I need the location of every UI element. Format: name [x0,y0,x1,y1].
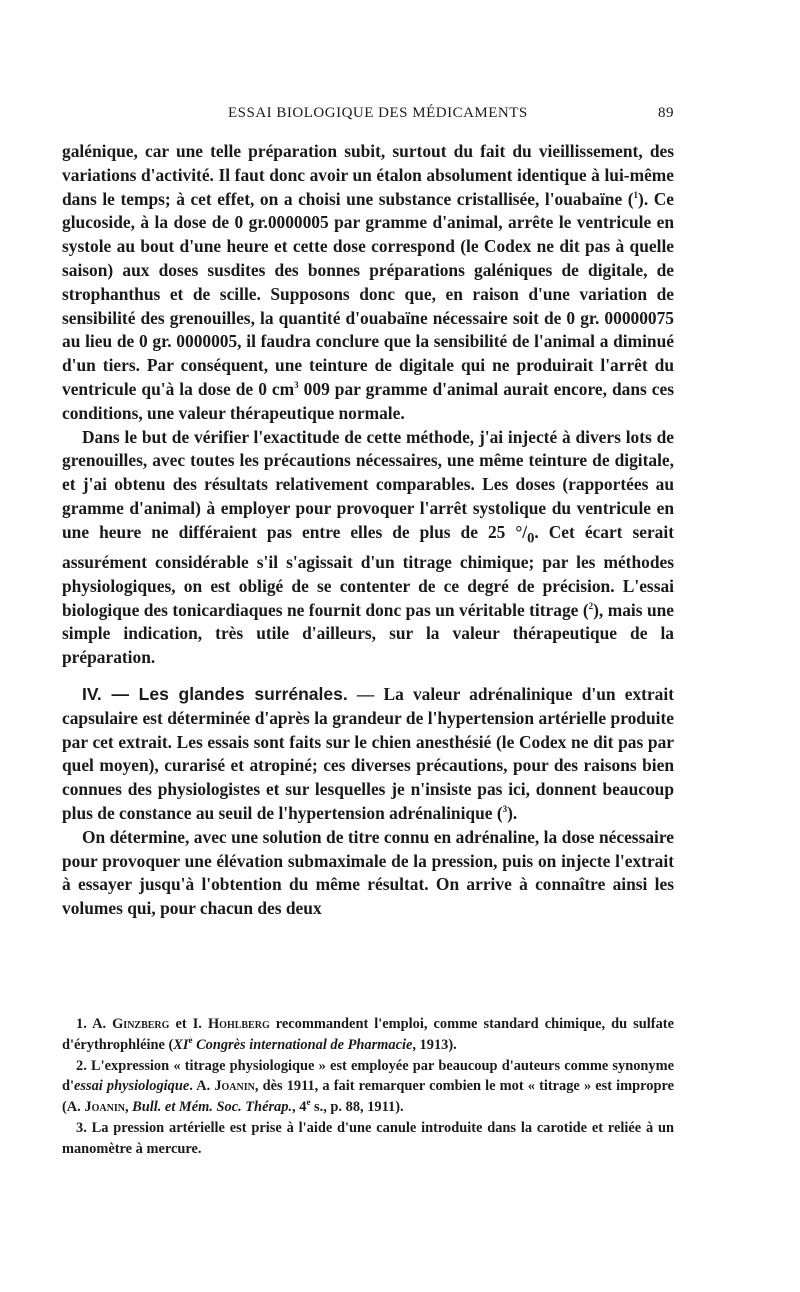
unit-subscript: 0 [527,530,535,547]
running-header [62,105,674,129]
section-paragraph: IV. — Les glandes surrénales. — La valeur adrénalinique d'un extrait capsulaire est déterminée d'après la grandeur de l'hypertension artérielle produite par cet extrait. Les essais sont faits sur le chien anesthésié (le Codex ne dit pas par quel moyen), curarisé et atropiné; ces diverses précautions, pour des raisons bien connues des physiologistes et sur lesquelles je n'insiste pas ici, donnent beaucoup plus de constance au seuil de l'hypertension adrénalinique ($^3$). [62,684,674,823]
footnotes [62,1014,674,1160]
footnote: 1. A. Ginzberg et I. Hohlberg recommandent l'emploi, comme standard chimique, du sulfate d'érythrophléine (XIe Congrès international de Pharmacie, 1913). [62,1016,674,1053]
footnote: 2. L'expression « titrage physiologique » est employée par beaucoup d'auteurs comme synonyme d'essai physiologique. A. Joanin, dès 1911, a fait remarquer combien le mot « titrage » est impropre (A. Joanin, Bull. et Mém. Soc. Thérap., 4e s., p. 88, 1911). [62,1057,674,1116]
footnote: 3. La pression artérielle est prise à l'aide d'une canule introduite dans la carotide et reliée à un manomètre à mercure. [62,1119,674,1157]
main-text [62,140,674,921]
paragraph: Dans le but de vérifier l'exactitude de cette méthode, j'ai injecté à divers lots de grenouilles, avec toutes les précautions nécessaires, une même teinture de digitale, et j'ai obtenu des résultats relativement comparables. Les doses (rapportées au gramme d'animal) à employer pour provoquer l'arrêt systolique du ventricule en une heure ne différaient pas entre elles de plus de 25 $^\circ/_0$. Cet écart serait assurément considérable s'il s'agissait d'un titrage chimique; par les méthodes physiologiques, on est obligé de se contenter de ce degré de précision. L'essai biologique des tonicardiaques ne fournit donc pas un véritable titrage ($^2$), mais une simple indication, très utile d'ailleurs, sur la valeur thérapeutique de la préparation. [62,426,675,668]
footnote-ref: 2 [588,600,594,611]
footnote-ref: 1 [633,189,639,200]
paragraph: galénique, car une telle préparation subit, surtout du fait du vieillissement, des variations d'activité. Il faut donc avoir un étalon absolument identique à lui-même dans le temps; à cet effet, on a choisi une substance cristallisée, l'ouabaïne ($^1$). Ce glucoside, à la dose de 0 gr.0000005 par gramme d'animal, arrête le ventricule en systole au bout d'une heure et cette dose correspond (le Codex ne dit pas à quelle saison) aux doses susdites des bonnes préparations galéniques de digitale, de strophanthus et de scille. Supposons donc que, en raison d'une variation de sensibilité des grenouilles, la quantité d'ouabaïne nécessaire soit de 0 gr. 00000075 au lieu de 0 gr. 0000005, il faudra conclure que la sensibilité de l'animal a diminué d'un tiers. Par conséquent, une teinture de digitale qui ne produirait l'arrêt du ventricule qu'à la dose de 0 $cm^3$ 009 par gramme d'animal aurait encore, dans ces conditions, une valeur thérapeutique normale. [62,141,675,423]
unit-superscript: 3 [294,380,299,391]
running-title: ESSAI BIOLOGIQUE DES MÉDICAMENTS [228,105,528,121]
section-heading: IV. — Les glandes surrénales. [82,684,348,704]
page-number: 89 [658,105,674,121]
paragraph: On détermine, avec une solution de titre connu en adrénaline, la dose nécessaire pour provoquer une élévation submaximale de la pression, puis on injecte l'extrait à essayer jusqu'à l'obtention du même résultat. On arrive à connaître ainsi les volumes qui, pour chacun des deux [62,826,674,919]
footnote-ref: 3 [502,804,508,815]
